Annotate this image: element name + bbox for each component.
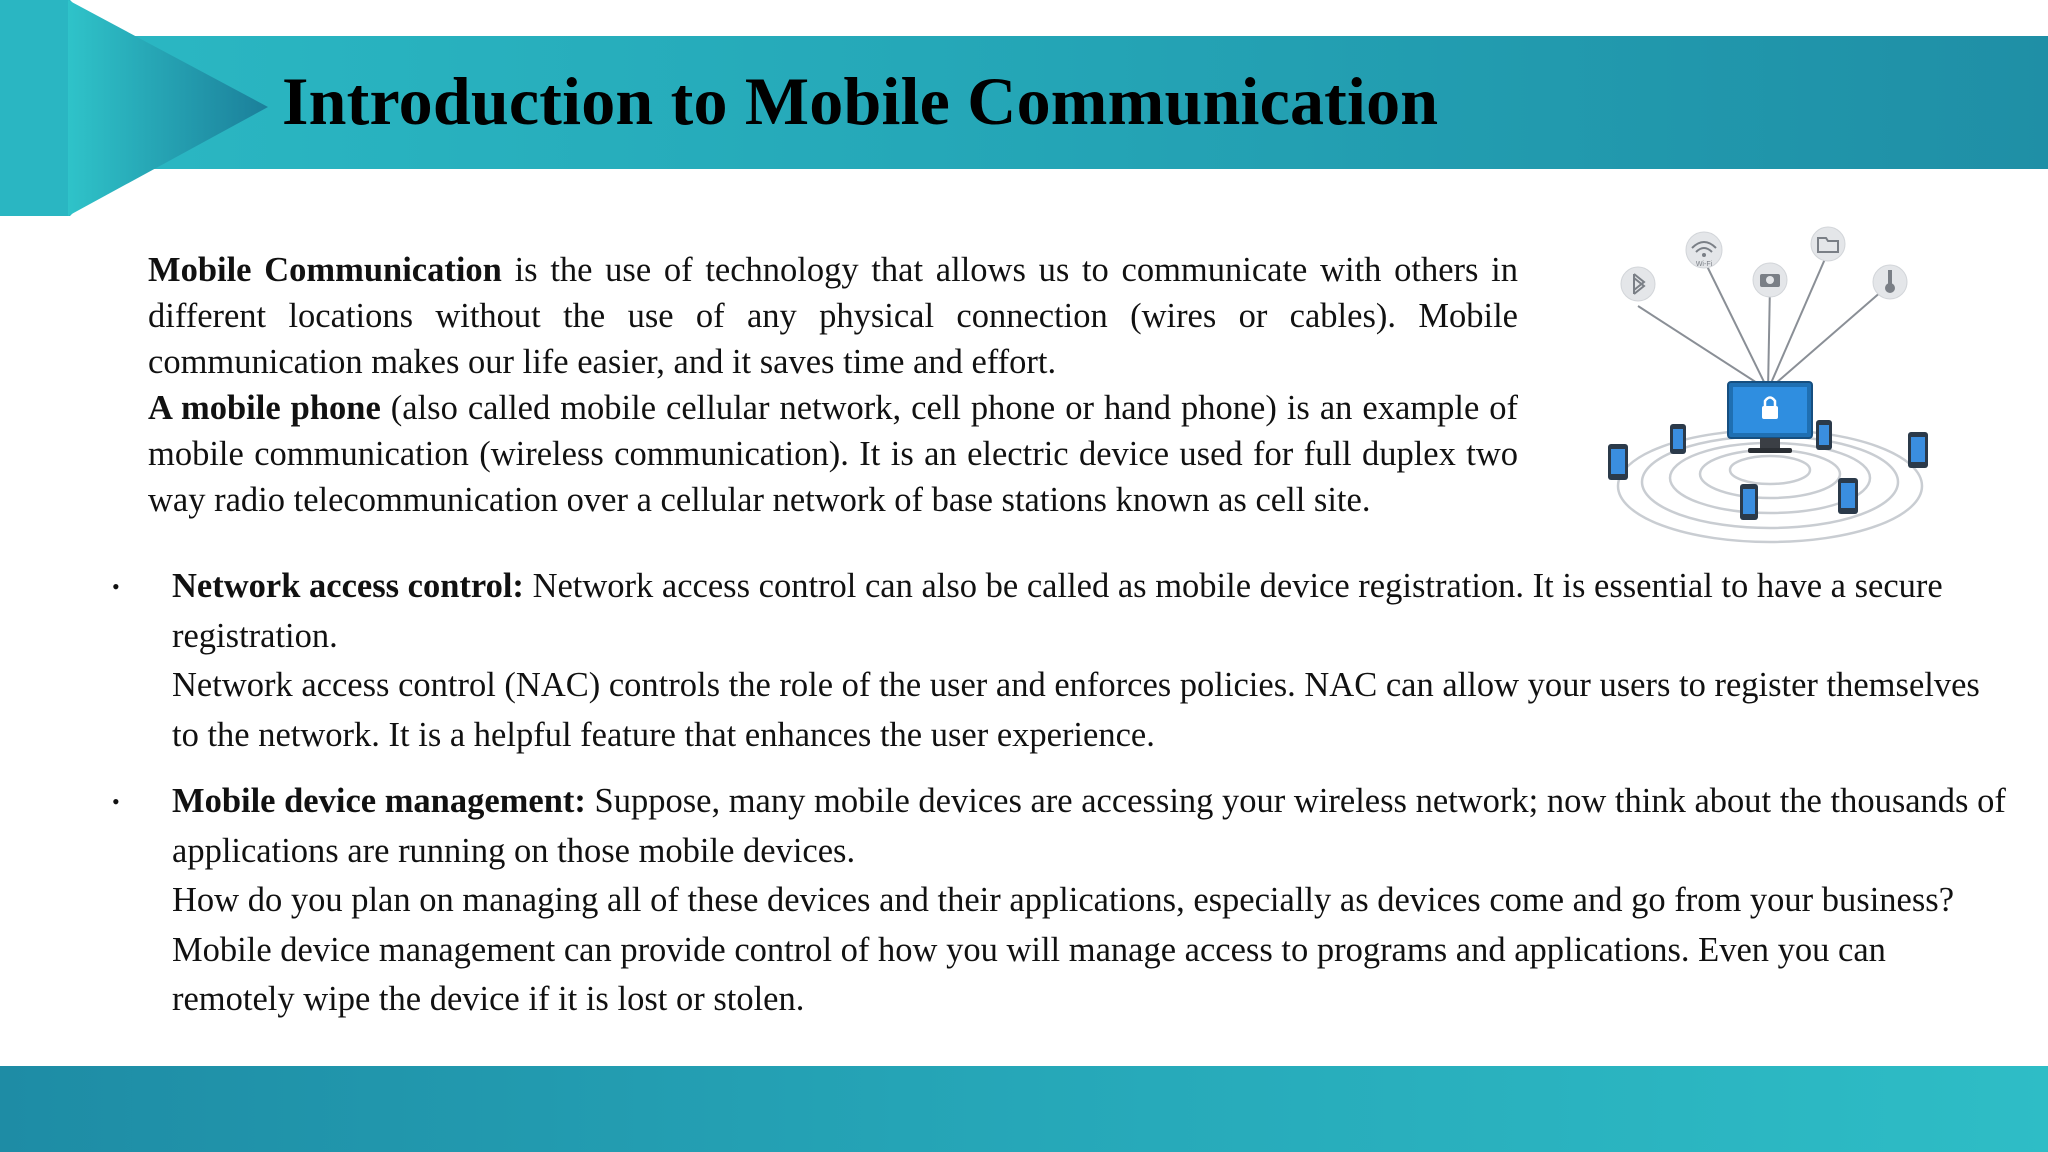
bullet-dot-icon: • — [112, 789, 120, 814]
bullet-text: Suppose, many mobile devices are accessing your wireless network; now think about the thousands of applications are running on those mobile devices. — [172, 782, 2006, 870]
bullet-text: Network access control (NAC) controls the role of the user and enforces policies. NAC can allow your users to register themselves to the network. It is a helpful feature that enhances the user experience. — [172, 666, 1980, 754]
bullet-list — [112, 562, 2012, 1042]
intro-term-mobile-phone: A mobile phone — [148, 389, 381, 427]
bullet-paragraph — [172, 562, 2012, 661]
intro-term-mobile-communication: Mobile Communication — [148, 251, 502, 289]
footer-band — [0, 1066, 2048, 1152]
intro-paragraph-1 — [148, 247, 1518, 385]
bullet-dot-icon: • — [112, 574, 120, 599]
bullet-mobile-device-management — [112, 777, 2012, 1025]
header-chevron-decoration — [0, 0, 290, 220]
bullet-heading: Network access control: — [172, 567, 524, 605]
camera-icon — [1753, 263, 1787, 297]
thermometer-icon — [1873, 265, 1907, 299]
intro-text — [148, 247, 1518, 523]
bullet-heading: Mobile device management: — [172, 782, 586, 820]
wifi-label: Wi-Fi — [1695, 261, 1713, 268]
intro-paragraph-2-text: (also called mobile cellular network, cell phone or hand phone) is an example of mobile communication (wireless communication). It is an electric device used for full duplex two way radio telecommunication over a cellular network of base stations known as cell site. — [148, 389, 1519, 519]
bullet-text: How do you plan on managing all of these devices and their applications, especially as devices come and go from your business? — [172, 881, 1955, 919]
network-illustration — [1590, 222, 1950, 552]
intro-paragraph-2 — [148, 385, 1518, 523]
bullet-network-access-control — [112, 562, 2012, 760]
bluetooth-icon — [1621, 267, 1655, 301]
intro-paragraph-1-text: is the use of technology that allows us to communicate with others in different locations without the use of any physical connection (wires or cables). Mobile communication makes our life easier, and it saves time and effort. — [148, 251, 1518, 381]
chevron-right — [68, 0, 268, 216]
bullet-text: Network access control can also be called as mobile device registration. It is essential to have a secure registration. — [172, 567, 1943, 655]
bullet-paragraph — [172, 777, 2012, 876]
slide-title: Introduction to Mobile Communication — [282, 63, 1439, 139]
monitor-icon — [1728, 382, 1812, 453]
wifi-icon — [1686, 232, 1722, 268]
folder-icon — [1811, 227, 1845, 261]
bullet-text: Mobile device management can provide control of how you will manage access to programs and applications. Even you can remotely wipe the device if it is lost or stolen. — [172, 930, 1886, 1018]
